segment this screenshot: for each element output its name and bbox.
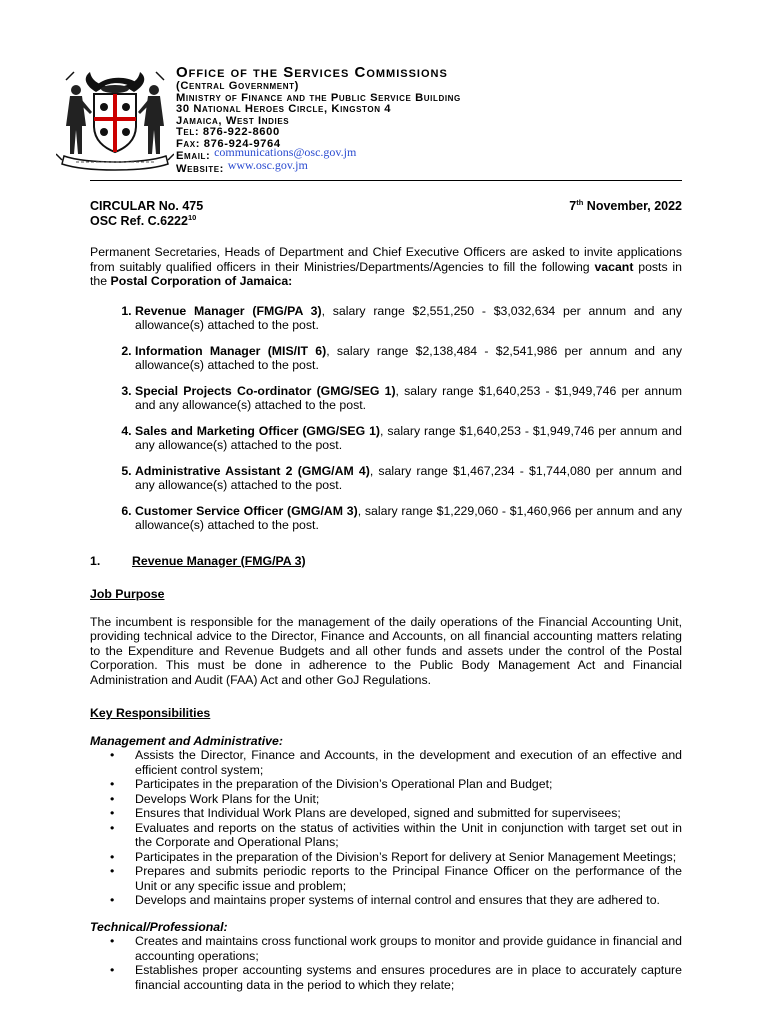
list-item: • Prepares and submits periodic reports to the Principal Finance Officer on the performance of the Unit or any specific issue and problem;	[135, 864, 682, 893]
post-title: Administrative Assistant 2 (GMG/AM 4)	[135, 463, 370, 478]
technical-responsibilities-list	[90, 934, 682, 992]
letterhead-line: Ministry of Finance and the Public Service Building	[176, 91, 461, 104]
post-salary: , salary range $1,640,253 - $1,949,746 per annum and any allowance(s) attached to the post.	[135, 423, 682, 452]
intro-text-mid: posts in the	[90, 259, 683, 288]
post-title: Revenue Manager (FMG/PA 3)	[135, 303, 322, 318]
email-label: Email:	[176, 150, 211, 162]
osc-reference	[90, 214, 203, 229]
circular-ids	[90, 199, 203, 228]
website-link[interactable]: www.osc.gov.jm	[227, 157, 308, 172]
circular-date	[569, 199, 682, 228]
section-heading	[90, 554, 682, 569]
telephone-line: Tel: 876-922-8600	[176, 126, 280, 138]
post-salary: , salary range $1,640,253 - $1,949,746 per annum and any allowance(s) attached to the post.	[135, 383, 683, 412]
list-item: • Participates in the preparation of the Division’s Report for delivery at Senior Management Meetings;	[135, 850, 682, 865]
list-item: • Participates in the preparation of the Division’s Operational Plan and Budget;	[135, 777, 682, 792]
date-month-year: November, 2022	[583, 199, 682, 213]
post-salary: , salary range $1,229,060 - $1,460,966 per annum and any allowance(s) attached to the post.	[135, 503, 682, 532]
osc-reference-text: OSC Ref. C.6222	[90, 213, 188, 228]
list-item: • Evaluates and reports on the status of activities within the Unit in conjunction with target set out in the Corporate and Operational Plans;	[135, 821, 682, 850]
website-label: Website:	[176, 162, 224, 175]
fax-line: Fax: 876-924-9764	[176, 137, 281, 150]
post-item	[135, 384, 682, 413]
technical-heading: Technical/Professional:	[90, 919, 228, 934]
job-purpose-text: The incumbent is responsible for the management of the daily operations of the Financial Accounting Unit, providing technical advice to the Director, Finance and Accounts, on all financial accounting matters relating to the Expenditure and Revenue Budgets and all other funds and assets under the control of the Postal Corporation. This must be done in adherence to the Public Body Management Act and Financial Administration and Audit (FAA) Act and other GoJ Regulations.	[90, 614, 682, 687]
post-title: Sales and Marketing Officer (GMG/SEG 1)	[135, 423, 381, 438]
letterhead-line: 30 National Heroes Circle, Kingston 4	[176, 103, 392, 115]
circular-number: CIRCULAR No. 475	[90, 199, 204, 213]
intro-vacant: vacant	[594, 259, 634, 274]
management-heading: Management and Administrative:	[90, 733, 283, 748]
list-item: • Ensures that Individual Work Plans are developed, signed and submitted for supervisees;	[135, 806, 682, 821]
post-item	[135, 424, 682, 453]
post-item	[135, 344, 682, 373]
date-day: 7	[569, 199, 577, 213]
circular-header	[90, 199, 682, 228]
document-body	[90, 199, 682, 992]
website-line	[176, 157, 596, 176]
list-item: • Develops Work Plans for the Unit;	[135, 792, 682, 807]
letterhead-line: Jamaica, West Indies	[176, 114, 290, 127]
post-item	[135, 304, 682, 333]
letterhead	[176, 64, 596, 175]
header-divider	[90, 180, 682, 181]
section-title: Revenue Manager (FMG/PA 3)	[132, 553, 306, 568]
section-number: 1.	[90, 553, 101, 568]
osc-reference-sup: 10	[187, 212, 197, 222]
office-title: Office of the Services Commissions	[176, 64, 448, 81]
key-responsibilities-heading: Key Responsibilities	[90, 706, 211, 720]
letterhead-line: (Central Government)	[176, 80, 299, 92]
post-title: Special Projects Co-ordinator (GMG/SEG 1)	[135, 383, 396, 398]
intro-organization: Postal Corporation of Jamaica:	[110, 274, 293, 288]
date-suffix: th	[576, 197, 584, 207]
intro-text: Permanent Secretaries, Heads of Department and Chief Executive Officers are asked to invite applications from suitably qualified officers in their Ministries/Departments/Agencies to fill the following	[90, 245, 682, 274]
management-responsibilities-list	[90, 748, 682, 908]
coat-of-arms-icon	[56, 64, 174, 174]
list-item: • Assists the Director, Finance and Accounts, in the development and execution of an effective and efficient control system;	[135, 748, 682, 777]
list-item: • Creates and maintains cross functional work groups to monitor and provide guidance in financial and accounting operations;	[135, 934, 682, 963]
email-link[interactable]: communications@osc.gov.jm	[214, 145, 357, 159]
post-item	[135, 464, 682, 493]
post-item	[135, 504, 682, 533]
intro-paragraph	[90, 245, 682, 289]
post-salary: , salary range $2,551,250 - $3,032,634 per annum and any allowance(s) attached to the post.	[135, 303, 682, 332]
post-title: Customer Service Officer (GMG/AM 3)	[135, 503, 358, 518]
post-salary: , salary range $2,138,484 - $2,541,986 per annum and any allowance(s) attached to the post.	[135, 343, 682, 372]
list-item: • Establishes proper accounting systems and ensures procedures are in place to accurately capture financial accounting data in the period to which they relate;	[135, 963, 682, 992]
vacant-posts-list	[90, 304, 682, 533]
list-item: • Develops and maintains proper systems of internal control and ensures that they are adhered to.	[135, 893, 682, 908]
job-purpose-heading: Job Purpose	[90, 587, 165, 601]
post-title: Information Manager (MIS/IT 6)	[135, 343, 327, 358]
post-salary: , salary range $1,467,234 - $1,744,080 per annum and any allowance(s) attached to the post.	[135, 463, 683, 492]
